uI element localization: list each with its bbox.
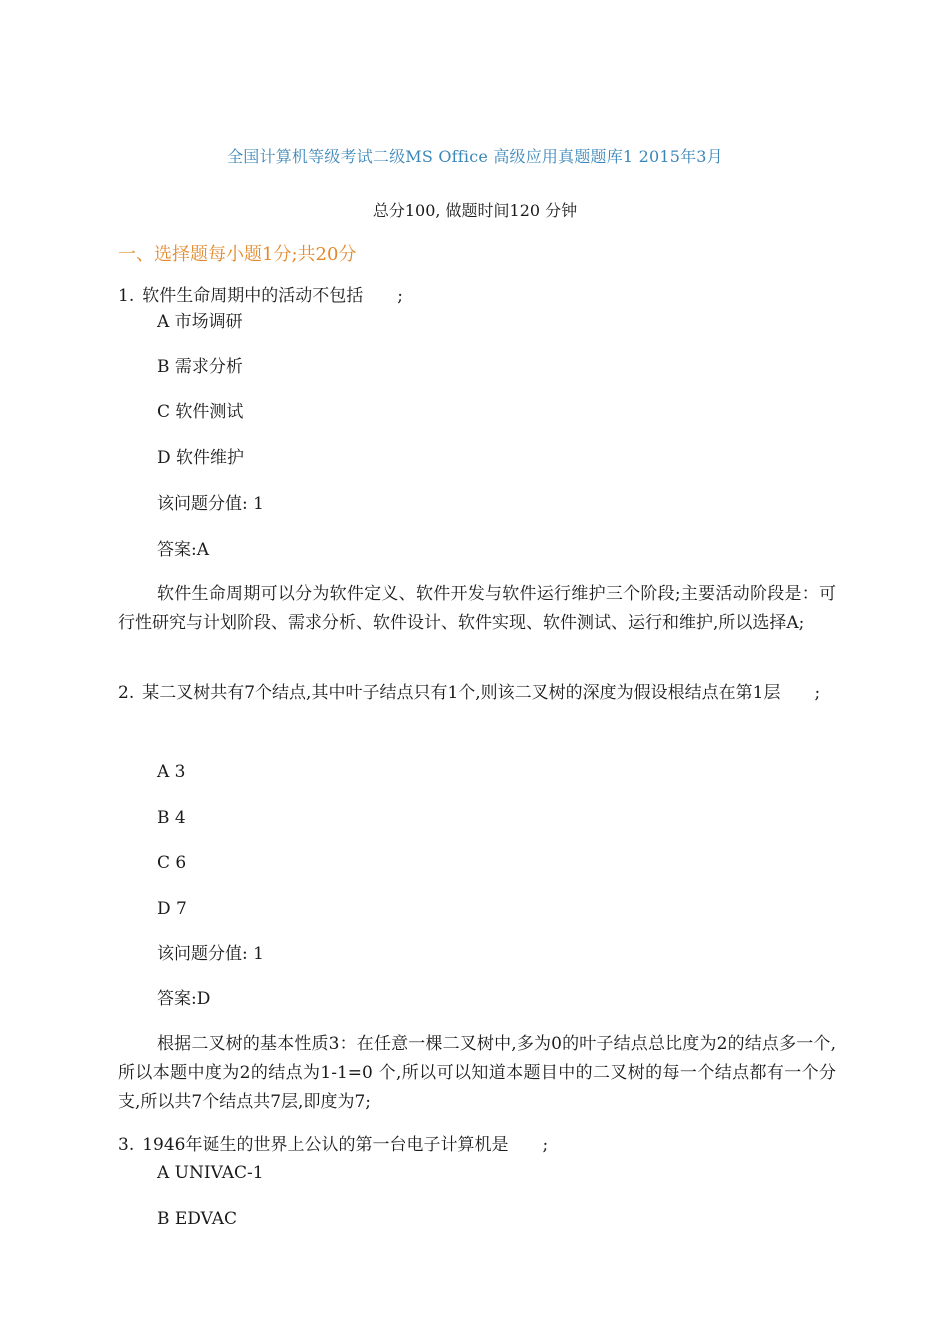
question-2-option-a: A 3 <box>157 762 186 782</box>
question-1-option-a: A 市场调研 <box>157 312 243 332</box>
question-1-answer: 答案:A <box>157 540 210 560</box>
question-3-option-b: B EDVAC <box>157 1209 238 1229</box>
question-1-option-d: D 软件维护 <box>157 448 245 468</box>
exam-meta: 总分100, 做题时间120 分钟 <box>372 201 578 220</box>
question-text: 某二叉树共有7个结点,其中叶子结点只有1个,则该二叉树的深度为假设根结点在第1层 ; <box>142 683 821 703</box>
question-2-answer: 答案:D <box>157 989 211 1009</box>
question-number: 1. <box>118 286 135 306</box>
question-2-option-b: B 4 <box>157 808 186 828</box>
question-3-stem <box>118 1130 838 1160</box>
section-heading: 一、选择题每小题1分;共20分 <box>118 244 357 265</box>
question-1-explanation: 软件生命周期可以分为软件定义、软件开发与软件运行维护三个阶段;主要活动阶段是：可行性研究与计划阶段、需求分析、软件设计、软件实现、软件测试、运行和维护,所以选择A; <box>118 584 836 633</box>
question-1-option-c: C 软件测试 <box>157 402 244 422</box>
question-text: 1946年诞生的世界上公认的第一台电子计算机是 ; <box>142 1135 549 1155</box>
question-number: 2. <box>118 683 135 703</box>
question-1-stem <box>118 281 838 311</box>
question-number: 3. <box>118 1135 135 1155</box>
question-2-explanation: 根据二叉树的基本性质3：在任意一棵二叉树中,多为0的叶子结点总比度为2的结点多一个,所以本题中度为2的结点为1-1=0 个,所以可以知道本题目中的二叉树的每一个结点都有一个分支,所以共7个结点共7层,即度为7; <box>118 1034 836 1112</box>
question-text: 软件生命周期中的活动不包括 ; <box>142 286 403 306</box>
question-2-option-c: C 6 <box>157 853 187 873</box>
question-2-option-d: D 7 <box>157 899 187 919</box>
question-2-stem <box>118 678 838 708</box>
question-1-score: 该问题分值: 1 <box>157 494 264 514</box>
question-2-score: 该问题分值: 1 <box>157 944 264 964</box>
question-3-option-a: A UNIVAC-1 <box>157 1163 264 1183</box>
document-title: 全国计算机等级考试二级MS Office 高级应用真题题库1 2015年3月 <box>227 147 723 166</box>
question-1-option-b: B 需求分析 <box>157 357 243 377</box>
